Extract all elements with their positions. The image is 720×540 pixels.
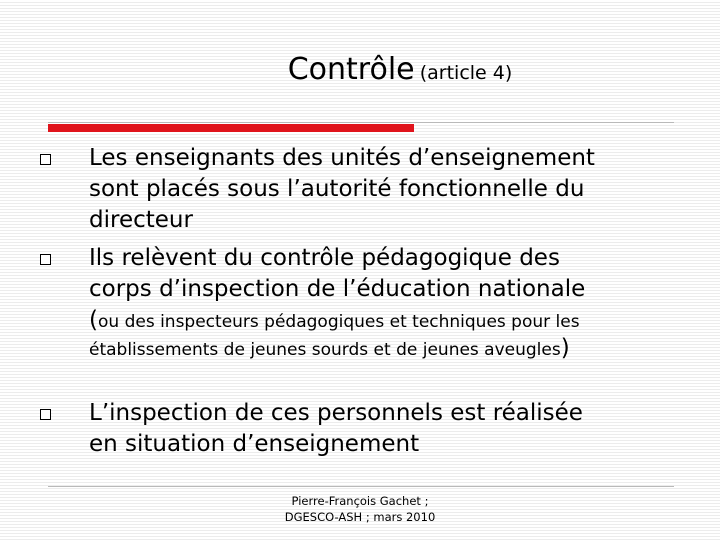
bullet-item-3: L’inspection de ces personnels est réalisée en situation d’enseignement — [89, 400, 583, 457]
bullet-item-1: Les enseignants des unités d’enseignement sont placés sous l’autorité fonctionnelle du directeur — [89, 145, 595, 233]
bullet-item-2-note — [89, 307, 689, 363]
bullet-square-icon — [40, 254, 51, 265]
note-open-paren: ( — [89, 307, 98, 333]
note-close-paren: ) — [560, 335, 570, 361]
footer-credit: Pierre-François Gachet ; DGESCO-ASH ; mars 2010 — [284, 494, 436, 524]
slide-title — [0, 52, 720, 87]
top-divider — [48, 122, 674, 123]
title-suffix: (article 4) — [419, 62, 513, 84]
note-text: ou des inspecteurs pédagogiques et techniques pour les établissements de jeunes sourds et de jeunes aveugles — [89, 312, 580, 360]
bullet-square-icon — [40, 154, 51, 165]
accent-bar — [48, 124, 414, 132]
title-main: Contrôle — [287, 52, 415, 87]
bottom-divider — [48, 486, 674, 487]
bullet-square-icon — [40, 409, 51, 420]
bullet-item-2: Ils relèvent du contrôle pédagogique des corps d’inspection de l’éducation nationale — [89, 245, 586, 302]
